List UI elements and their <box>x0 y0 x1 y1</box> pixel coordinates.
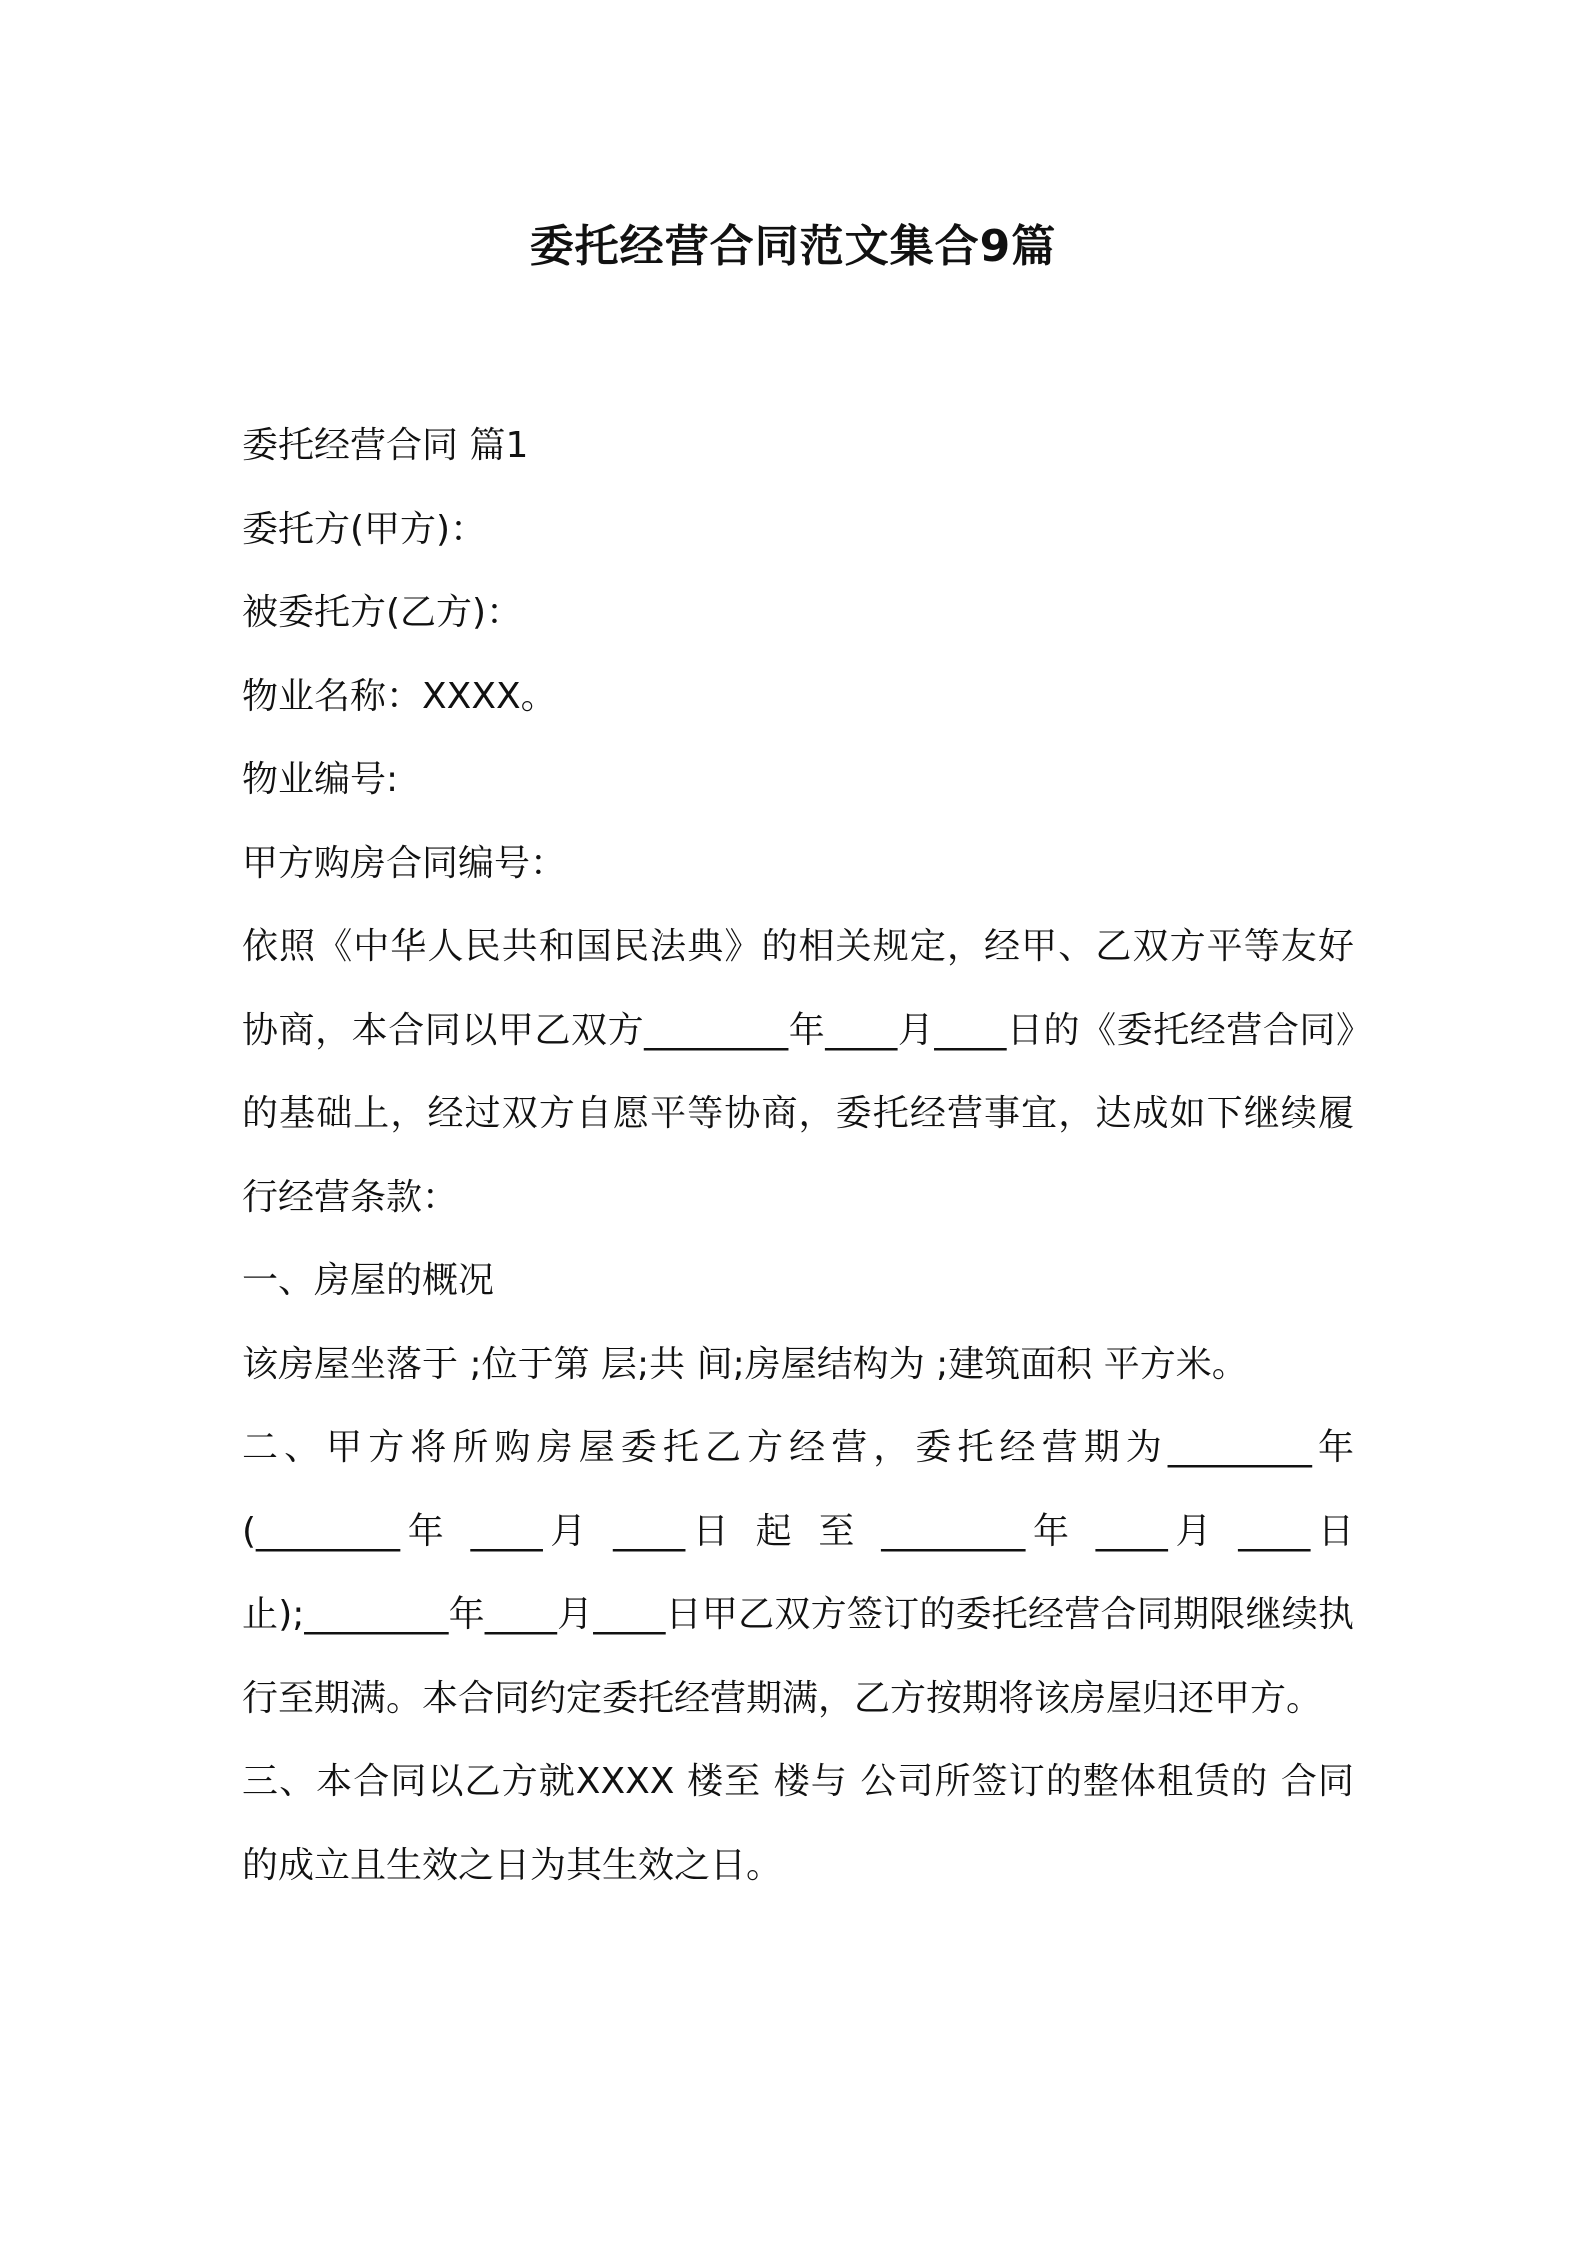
party-b-line: 被委托方(乙方)： <box>242 592 523 633</box>
document-body <box>242 404 1354 1907</box>
clause-one-heading: 一、房屋的概况 <box>242 1260 495 1301</box>
purchase-contract-number-line: 甲方购房合同编号： <box>242 842 567 884</box>
clause-one-text: 该房屋坐落于 ;位于第 层;共 间;房屋结构为 ;建筑面积 平方米。 <box>242 1343 1248 1385</box>
property-number-line: 物业编号: <box>242 759 399 800</box>
section-heading: 委托经营合同 篇1 <box>242 425 529 466</box>
clause-two-text: 二、甲方将所购房屋委托乙方经营，委托经营期为________年(________年 ____月 ____日 起 至 ________年 ____月 ____日止);________年____月____日甲乙双方签订的委托经营合同期限继续执行至期满。本合同约定委托经营期满，乙方按期将该房屋归还甲方。 <box>242 1427 1354 1719</box>
intro-paragraph: 依照《中华人民共和国民法典》的相关规定，经甲、乙双方平等友好协商，本合同以甲乙双方________年____月____日的《委托经营合同》的基础上，经过双方自愿平等协商，委托经营事宜，达成如下继续履行经营条款： <box>242 926 1354 1218</box>
property-name-line: 物业名称：XXXX。 <box>242 675 557 717</box>
document-title: 委托经营合同范文集合9篇 <box>529 221 1057 272</box>
clause-three-text: 三、本合同以乙方就XXXX 楼至 楼与 公司所签订的整体租赁的 合同的成立且生效之日为其生效之日。 <box>242 1761 1354 1886</box>
party-a-line: 委托方(甲方)： <box>242 508 487 550</box>
